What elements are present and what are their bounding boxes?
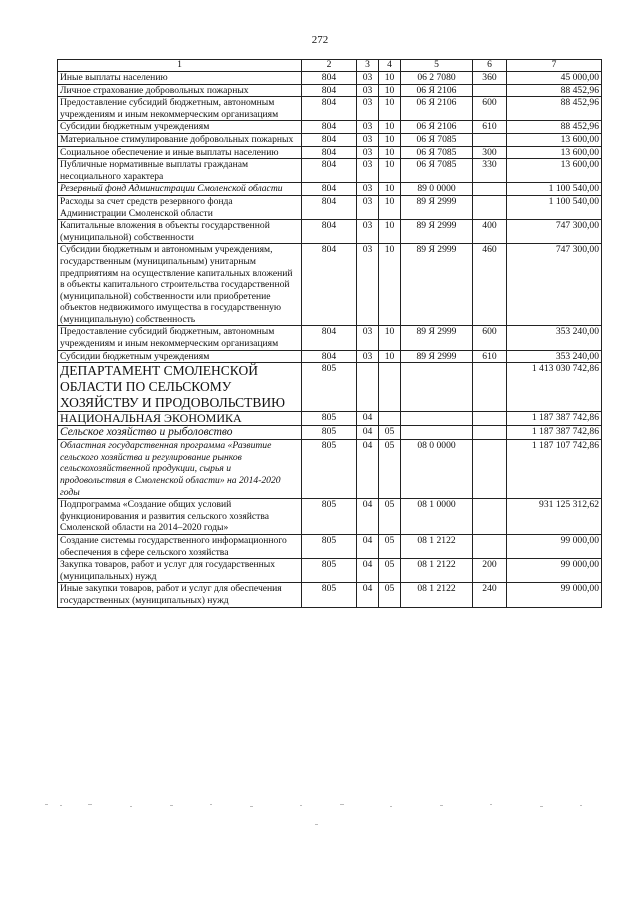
target-article-code: 08 1 2122: [401, 583, 473, 607]
subsection-code: 05: [379, 559, 401, 583]
scan-noise: [40, 800, 600, 830]
row-name: ДЕПАРТАМЕНТ СМОЛЕНСКОЙ ОБЛАСТИ ПО СЕЛЬСКОМУ ХОЗЯЙСТВУ И ПРОДОВОЛЬСТВИЮ: [58, 363, 302, 412]
subsection-code: 10: [379, 84, 401, 97]
section-code: 03: [357, 244, 379, 326]
expense-type-code: 200: [473, 559, 507, 583]
subsection-code: 05: [379, 440, 401, 499]
section-code: 03: [357, 183, 379, 196]
column-header: 6: [473, 60, 507, 72]
target-article-code: 06 Я 2106: [401, 121, 473, 134]
table-row: [58, 84, 602, 97]
row-name: Публичные нормативные выплаты гражданам несоциального характера: [58, 159, 302, 183]
target-article-code: 06 Я 2106: [401, 84, 473, 97]
target-article-code: 06 2 7080: [401, 72, 473, 85]
row-name: Капитальные вложения в объекты государственной (муниципальной) собственности: [58, 220, 302, 244]
column-header: 2: [302, 60, 357, 72]
target-article-code: 06 Я 7085: [401, 133, 473, 146]
expense-type-code: 610: [473, 350, 507, 363]
column-header: 1: [58, 60, 302, 72]
row-name: Сельское хозяйство и рыболовство: [58, 426, 302, 440]
table-row: [58, 72, 602, 85]
target-article-code: 89 Я 2999: [401, 220, 473, 244]
table-header-row: [58, 60, 602, 72]
section-code: 03: [357, 84, 379, 97]
subsection-code: [379, 363, 401, 412]
expense-type-code: [473, 183, 507, 196]
row-name: Иные выплаты населению: [58, 72, 302, 85]
section-code: 04: [357, 535, 379, 559]
expense-type-code: 240: [473, 583, 507, 607]
ministry-code: 805: [302, 535, 357, 559]
ministry-code: 804: [302, 97, 357, 121]
table-row: [58, 440, 602, 499]
expense-type-code: 600: [473, 326, 507, 350]
column-header: 5: [401, 60, 473, 72]
subsection-code: 10: [379, 220, 401, 244]
target-article-code: 08 1 2122: [401, 535, 473, 559]
section-code: 04: [357, 426, 379, 440]
ministry-code: 804: [302, 133, 357, 146]
amount-value: 1 100 540,00: [507, 183, 602, 196]
amount-value: 99 000,00: [507, 535, 602, 559]
ministry-code: 804: [302, 326, 357, 350]
amount-value: 99 000,00: [507, 559, 602, 583]
ministry-code: 804: [302, 159, 357, 183]
row-name: Личное страхование добровольных пожарных: [58, 84, 302, 97]
amount-value: 13 600,00: [507, 146, 602, 159]
section-code: 03: [357, 121, 379, 134]
expense-type-code: [473, 440, 507, 499]
target-article-code: 89 Я 2999: [401, 350, 473, 363]
amount-value: 747 300,00: [507, 244, 602, 326]
table-row: [58, 146, 602, 159]
page-number: 272: [311, 34, 329, 46]
table-row: [58, 583, 602, 607]
subsection-code: [379, 412, 401, 426]
column-header: 3: [357, 60, 379, 72]
ministry-code: 804: [302, 195, 357, 219]
amount-value: 1 187 387 742,86: [507, 412, 602, 426]
expense-type-code: [473, 412, 507, 426]
subsection-code: 10: [379, 97, 401, 121]
table-row: [58, 133, 602, 146]
target-article-code: [401, 426, 473, 440]
table-row: [58, 97, 602, 121]
subsection-code: 10: [379, 133, 401, 146]
subsection-code: 10: [379, 326, 401, 350]
target-article-code: 06 Я 7085: [401, 159, 473, 183]
ministry-code: 804: [302, 121, 357, 134]
expense-type-code: [473, 363, 507, 412]
subsection-code: 10: [379, 183, 401, 196]
target-article-code: 89 Я 2999: [401, 244, 473, 326]
row-name: Иные закупки товаров, работ и услуг для обеспечения государственных (муниципальных) нужд: [58, 583, 302, 607]
section-code: 03: [357, 159, 379, 183]
table-row: [58, 426, 602, 440]
row-name: Расходы за счет средств резервного фонда Администрации Смоленской области: [58, 195, 302, 219]
expense-type-code: [473, 133, 507, 146]
ministry-code: 805: [302, 559, 357, 583]
row-name: Областная государственная программа «Развитие сельского хозяйства и регулирование рынков сельскохозяйственной продукции, сырья и продовольствия в Смоленской области» на 2014-2020 годы: [58, 440, 302, 499]
target-article-code: [401, 363, 473, 412]
row-name: Субсидии бюджетным учреждениям: [58, 350, 302, 363]
ministry-code: 804: [302, 72, 357, 85]
amount-value: 88 452,96: [507, 97, 602, 121]
amount-value: 1 100 540,00: [507, 195, 602, 219]
ministry-code: 805: [302, 440, 357, 499]
subsection-code: 05: [379, 499, 401, 535]
table-row: [58, 244, 602, 326]
ministry-code: 805: [302, 426, 357, 440]
amount-value: 45 000,00: [507, 72, 602, 85]
amount-value: 88 452,96: [507, 84, 602, 97]
ministry-code: 804: [302, 244, 357, 326]
budget-table: [57, 59, 602, 608]
section-code: 04: [357, 583, 379, 607]
target-article-code: 89 Я 2999: [401, 195, 473, 219]
ministry-code: 805: [302, 412, 357, 426]
subsection-code: 10: [379, 159, 401, 183]
section-code: 03: [357, 97, 379, 121]
amount-value: 13 600,00: [507, 133, 602, 146]
table-row: [58, 220, 602, 244]
target-article-code: 08 1 2122: [401, 559, 473, 583]
section-code: 03: [357, 133, 379, 146]
expense-type-code: 330: [473, 159, 507, 183]
subsection-code: 05: [379, 535, 401, 559]
amount-value: 747 300,00: [507, 220, 602, 244]
expense-type-code: 610: [473, 121, 507, 134]
expense-type-code: 360: [473, 72, 507, 85]
subsection-code: 10: [379, 146, 401, 159]
row-name: Подпрограмма «Создание общих условий функционирования и развития сельского хозяйства Смоленской области на 2014–2020 годы»: [58, 499, 302, 535]
row-name: Резервный фонд Администрации Смоленской области: [58, 183, 302, 196]
subsection-code: 10: [379, 121, 401, 134]
target-article-code: 06 Я 7085: [401, 146, 473, 159]
table-row: [58, 535, 602, 559]
section-code: 04: [357, 499, 379, 535]
target-article-code: 08 0 0000: [401, 440, 473, 499]
expense-type-code: [473, 499, 507, 535]
subsection-code: 05: [379, 583, 401, 607]
table-row: [58, 159, 602, 183]
subsection-code: 10: [379, 350, 401, 363]
ministry-code: 804: [302, 220, 357, 244]
section-code: 04: [357, 440, 379, 499]
ministry-code: 805: [302, 499, 357, 535]
section-code: 03: [357, 195, 379, 219]
section-code: 03: [357, 72, 379, 85]
subsection-code: 10: [379, 244, 401, 326]
subsection-code: 10: [379, 72, 401, 85]
subsection-code: 10: [379, 195, 401, 219]
row-name: Субсидии бюджетным учреждениям: [58, 121, 302, 134]
row-name: НАЦИОНАЛЬНАЯ ЭКОНОМИКА: [58, 412, 302, 426]
amount-value: 353 240,00: [507, 326, 602, 350]
column-header: 4: [379, 60, 401, 72]
table-row: [58, 412, 602, 426]
section-code: 04: [357, 412, 379, 426]
table-row: [58, 499, 602, 535]
ministry-code: 804: [302, 146, 357, 159]
expense-type-code: [473, 535, 507, 559]
row-name: Предоставление субсидий бюджетным, автономным учреждениям и иным некоммерческим организациям: [58, 97, 302, 121]
ministry-code: 804: [302, 183, 357, 196]
table-row: [58, 121, 602, 134]
target-article-code: 08 1 0000: [401, 499, 473, 535]
row-name: Субсидии бюджетным и автономным учреждениям, государственным (муниципальным) унитарным предприятиям на осуществление капитальных вложений в объекты капитального строительства государственной (муниципальной) собственности или приобретение объектов недвижимого имущества в государственную (муниципальную) собственность: [58, 244, 302, 326]
column-header: 7: [507, 60, 602, 72]
amount-value: 13 600,00: [507, 159, 602, 183]
row-name: Материальное стимулирование добровольных пожарных: [58, 133, 302, 146]
table-row: [58, 183, 602, 196]
expense-type-code: [473, 426, 507, 440]
ministry-code: 805: [302, 583, 357, 607]
amount-value: 88 452,96: [507, 121, 602, 134]
section-code: 03: [357, 220, 379, 244]
expense-type-code: 400: [473, 220, 507, 244]
row-name: Закупка товаров, работ и услуг для государственных (муниципальных) нужд: [58, 559, 302, 583]
section-code: 04: [357, 559, 379, 583]
expense-type-code: 300: [473, 146, 507, 159]
expense-type-code: [473, 84, 507, 97]
target-article-code: 06 Я 2106: [401, 97, 473, 121]
amount-value: 353 240,00: [507, 350, 602, 363]
section-code: 03: [357, 326, 379, 350]
row-name: Создание системы государственного информационного обеспечения в сфере сельского хозяйства: [58, 535, 302, 559]
ministry-code: 804: [302, 84, 357, 97]
row-name: Предоставление субсидий бюджетным, автономным учреждениям и иным некоммерческим организациям: [58, 326, 302, 350]
table-row: [58, 559, 602, 583]
target-article-code: [401, 412, 473, 426]
section-code: 03: [357, 350, 379, 363]
table-row: [58, 326, 602, 350]
target-article-code: 89 Я 2999: [401, 326, 473, 350]
amount-value: 931 125 312,62: [507, 499, 602, 535]
amount-value: 1 413 030 742,86: [507, 363, 602, 412]
expense-type-code: 600: [473, 97, 507, 121]
ministry-code: 805: [302, 363, 357, 412]
amount-value: 1 187 107 742,86: [507, 440, 602, 499]
section-code: 03: [357, 146, 379, 159]
ministry-code: 804: [302, 350, 357, 363]
target-article-code: 89 0 0000: [401, 183, 473, 196]
section-code: [357, 363, 379, 412]
amount-value: 99 000,00: [507, 583, 602, 607]
subsection-code: 05: [379, 426, 401, 440]
amount-value: 1 187 387 742,86: [507, 426, 602, 440]
row-name: Социальное обеспечение и иные выплаты населению: [58, 146, 302, 159]
table-row: [58, 350, 602, 363]
expense-type-code: 460: [473, 244, 507, 326]
table-row: [58, 363, 602, 412]
expense-type-code: [473, 195, 507, 219]
table-row: [58, 195, 602, 219]
